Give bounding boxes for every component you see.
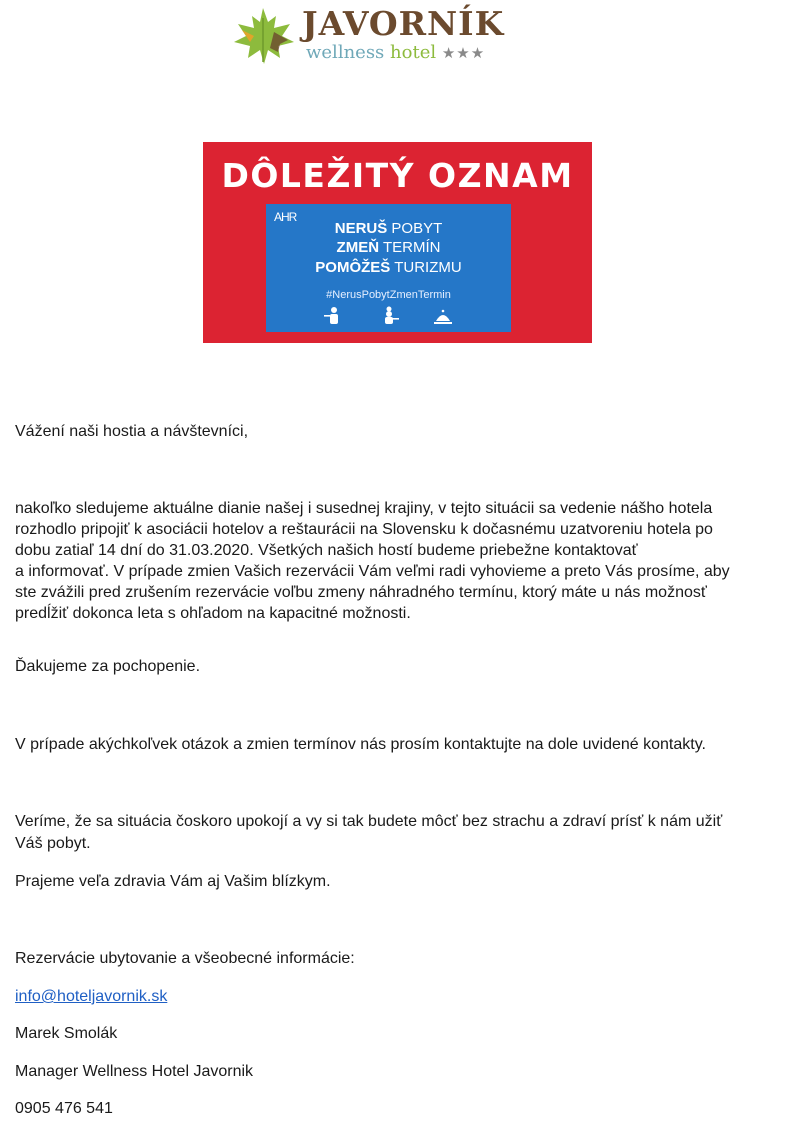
important-notice-banner — [203, 142, 592, 343]
maple-leaf-icon — [230, 6, 296, 66]
letter-para1-line1: nakoľko sledujeme aktuálne dianie našej i susednej krajiny, v tejto situácii sa vedenie nášho hotela — [15, 500, 713, 517]
notice-line-2-bold: ZMEŇ — [336, 239, 380, 256]
service-bell-icon — [432, 306, 454, 326]
notice-line-3-bold: POMÔŽEŠ — [315, 259, 391, 276]
letter-hope-line1: Veríme, že sa situácia čoskoro upokojí a vy si tak budete môcť bez strachu a zdraví prísť k nám užiť — [15, 813, 723, 830]
notice-icons — [266, 306, 511, 331]
letter-para1-line4: a informovať. V prípade zmien Vašich rezervácii Vám veľmi radi vyhovieme a preto Vás prosíme, aby — [15, 563, 730, 580]
contact-phone: 0905 476 541 — [15, 1100, 113, 1117]
contact-role: Manager Wellness Hotel Javornik — [15, 1063, 254, 1080]
logo-sub-wellness: wellness — [306, 42, 385, 63]
notice-line-2-rest: TERMÍN — [379, 239, 441, 256]
logo-subtitle — [306, 42, 485, 63]
email-link[interactable]: info@hoteljavornik.sk — [15, 988, 168, 1005]
notice-line-3 — [266, 259, 511, 276]
letter-para1-line2: rozhodlo pripojiť k asociácii hotelov a reštaurácii na Slovensku k dočasnému uzatvoreniu hotela po — [15, 521, 713, 538]
waiter-icon — [323, 306, 345, 326]
letter-wishes: Prajeme veľa zdravia Vám aj Vašim blízkym. — [15, 873, 331, 890]
notice-hashtag: #NerusPobytZmenTermin — [326, 289, 451, 301]
letter-contact-note: V prípade akýchkoľvek otázok a zmien termínov nás prosím kontaktujte na dole uvidené kontakty. — [15, 736, 706, 753]
letter-para1-line3: dobu zatiaľ 14 dní do 31.03.2020. Všetkých našich hostí budeme priebežne kontaktovať — [15, 542, 638, 559]
chef-icon — [378, 306, 400, 326]
letter-greeting: Vážení naši hostia a návštevníci, — [15, 423, 249, 440]
hotel-logo — [230, 4, 520, 66]
contact-name: Marek Smolák — [15, 1025, 118, 1042]
ahr-mark: AHR — [274, 210, 297, 224]
letter-para1-line6: predĺžiť dokonca leta s ohľadom na kapacitné možnosti. — [15, 605, 411, 622]
notice-line-1-bold: NERUŠ — [334, 220, 388, 237]
letter-para1-line5: ste zvážili pred zrušením rezervácie voľbu zmeny náhradného termínu, ktorý máte u nás možnosť — [15, 584, 707, 601]
email-line — [15, 987, 785, 1008]
notice-line-2 — [266, 239, 511, 256]
logo-title: JAVORNÍK — [302, 4, 505, 43]
letter-thanks: Ďakujeme za pochopenie. — [15, 658, 201, 675]
notice-blue-panel — [266, 204, 511, 332]
notice-line-3-rest: TURIZMU — [390, 259, 462, 276]
reservations-label: Rezervácie ubytovanie a všeobecné informácie: — [15, 950, 355, 967]
logo-stars: ★★★ — [441, 44, 486, 62]
letter-hope-line2: Váš pobyt. — [15, 835, 91, 852]
notice-title: DÔLEŽITÝ OZNAM — [221, 156, 574, 195]
notice-line-1 — [266, 220, 511, 237]
logo-sub-hotel: hotel — [390, 42, 437, 63]
notice-line-1-rest: POBYT — [387, 220, 443, 237]
